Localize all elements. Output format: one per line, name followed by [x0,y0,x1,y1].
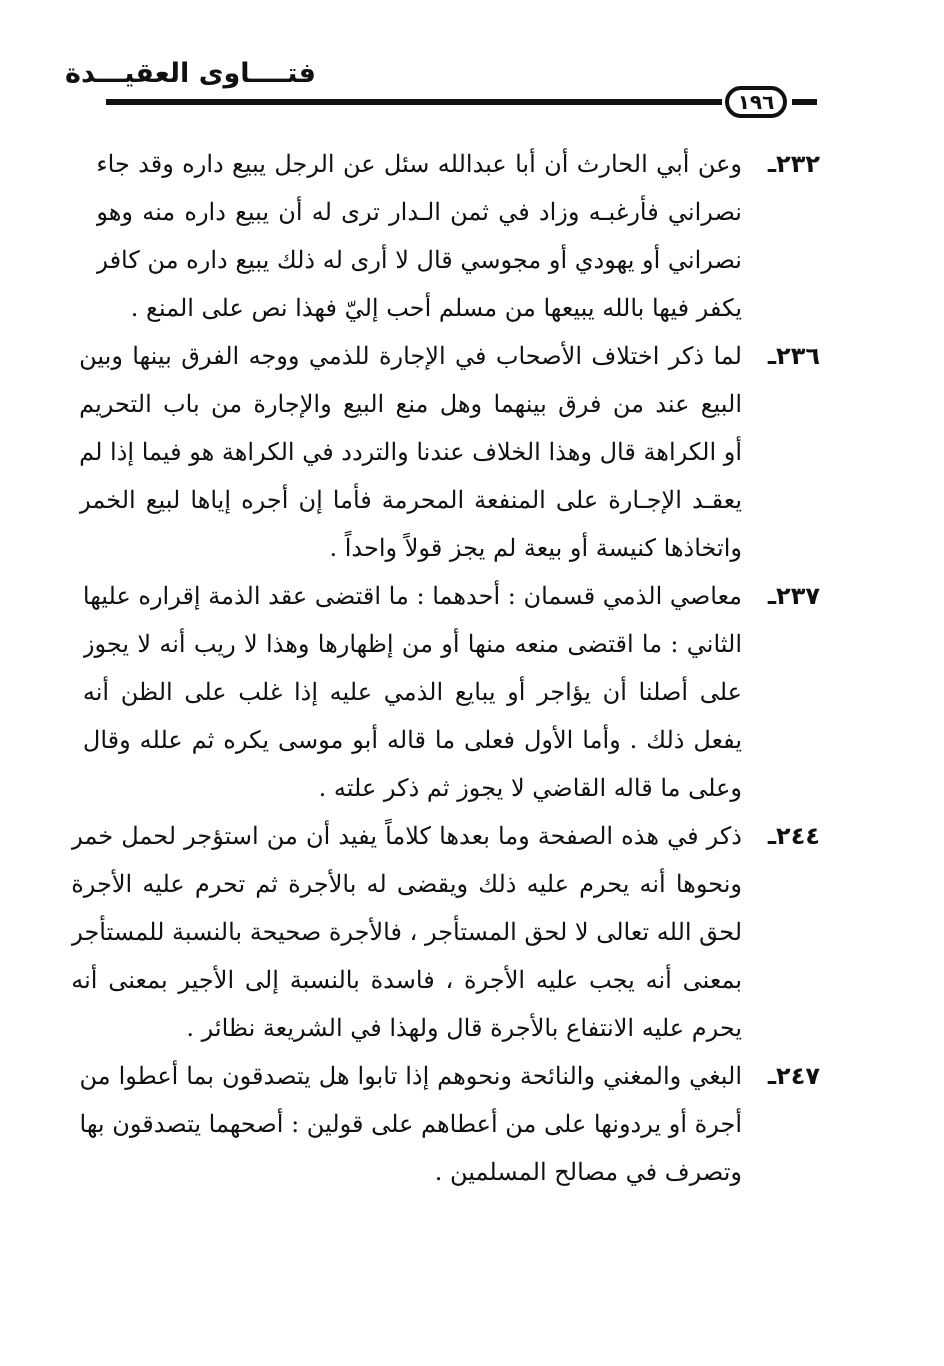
entry-number: ٢٣٧ـ [767,582,820,610]
text-line: واتخاذها كنيسة أو بيعة لم يجز قولاً واحداً . [329,534,742,562]
entry-number: ٢٤٧ـ [767,1062,820,1090]
entry-number: ٢٣٦ـ [767,342,820,370]
text-line: ذكر في هذه الصفحة وما بعدها كلاماً يفيد أن من استؤجر لحمل خمر [71,822,742,850]
entry-number: ٢٤٤ـ [767,822,820,850]
text-line: ونحوها أنه يحرم عليه ذلك ويقضى له بالأجرة ثم تحرم عليه الأجرة [71,870,742,898]
text-line: لما ذكر اختلاف الأصحاب في الإجارة للذمي ووجه الفرق بينها وبين [79,342,742,370]
text-line: يعقـد الإجـارة على المنفعة المحرمة فأما إن أجره إياها لبيع الخمر [79,486,742,514]
text-line: بمعنى أنه يجب عليه الأجرة ، فاسدة بالنسبة إلى الأجير بمعنى أنه [71,966,742,994]
entry-244 [71,812,820,1052]
entries-list [71,140,820,1196]
text-line: أو الكراهة قال وهذا الخلاف عندنا والتردد في الكراهة هو فيما إذا لم [79,438,742,466]
entry-text [96,140,742,332]
text-line: نصراني أو يهودي أو مجوسي قال لا أرى له ذلك يبيع داره من كافر [96,246,742,274]
header-rule-end [792,99,817,105]
header-rule [106,99,722,105]
text-line: على أصلنا أن يؤاجر أو يبايع الذمي عليه إذا غلب على الظن أنه [82,678,742,706]
running-title: فتــــاوى العقيـــدة [65,58,316,89]
text-line: وعلى ما قاله القاضي لا يجوز ثم ذكر علته . [318,774,742,802]
text-line: نصراني فأرغبـه وزاد في ثمن الـدار ترى له أن يبيع داره منه وهو [96,198,742,226]
text-line: لحق الله تعالى لا لحق المستأجر ، فالأجرة صحيحة بالنسبة للمستأجر [71,918,742,946]
entry-237 [82,572,820,812]
text-line: وتصرف في مصالح المسلمين . [434,1158,742,1186]
entry-text [80,1052,742,1196]
entry-text [71,812,742,1052]
text-line: أجرة أو يردونها على من أعطاهم على قولين : أصحهما يتصدقون بها [79,1110,742,1138]
entry-number: ٢٣٢ـ [767,150,820,178]
entry-text [83,572,742,812]
text-line: البغي والمغني والنائحة ونحوهم إذا تابوا هل يتصدقون بما أعطوا من [79,1062,742,1090]
text-line: يفعل ذلك . وأما الأول فعلى ما قاله أبو موسى يكره ثم علله وقال [82,726,742,754]
text-line: يكفر فيها بالله يبيعها من مسلم أحب إليّ فهذا نص على المنع . [130,294,742,322]
entry-232 [96,140,820,332]
text-line: معاصي الذمي قسمان : أحدهما : ما اقتضى عقد الذمة إقراره عليها [82,582,742,610]
text-line: وعن أبي الحارث أن أبا عبدالله سئل عن الرجل يبيع داره وقد جاء [96,150,742,178]
text-line: الثاني : ما اقتضى منعه منها أو من إظهارها وهذا لا ريب أنه لا يجوز [82,630,742,658]
page-number: ١٩٦ [725,86,787,118]
entry-247 [79,1052,820,1196]
text-line: البيع عند من فرق بينهما وهل منع البيع والإجارة من باب التحريم [79,390,742,418]
entry-236 [79,332,820,572]
text-line: يحرم عليه الانتفاع بالأجرة قال ولهذا في الشريعة نظائر . [186,1014,742,1042]
entry-text [79,332,742,572]
